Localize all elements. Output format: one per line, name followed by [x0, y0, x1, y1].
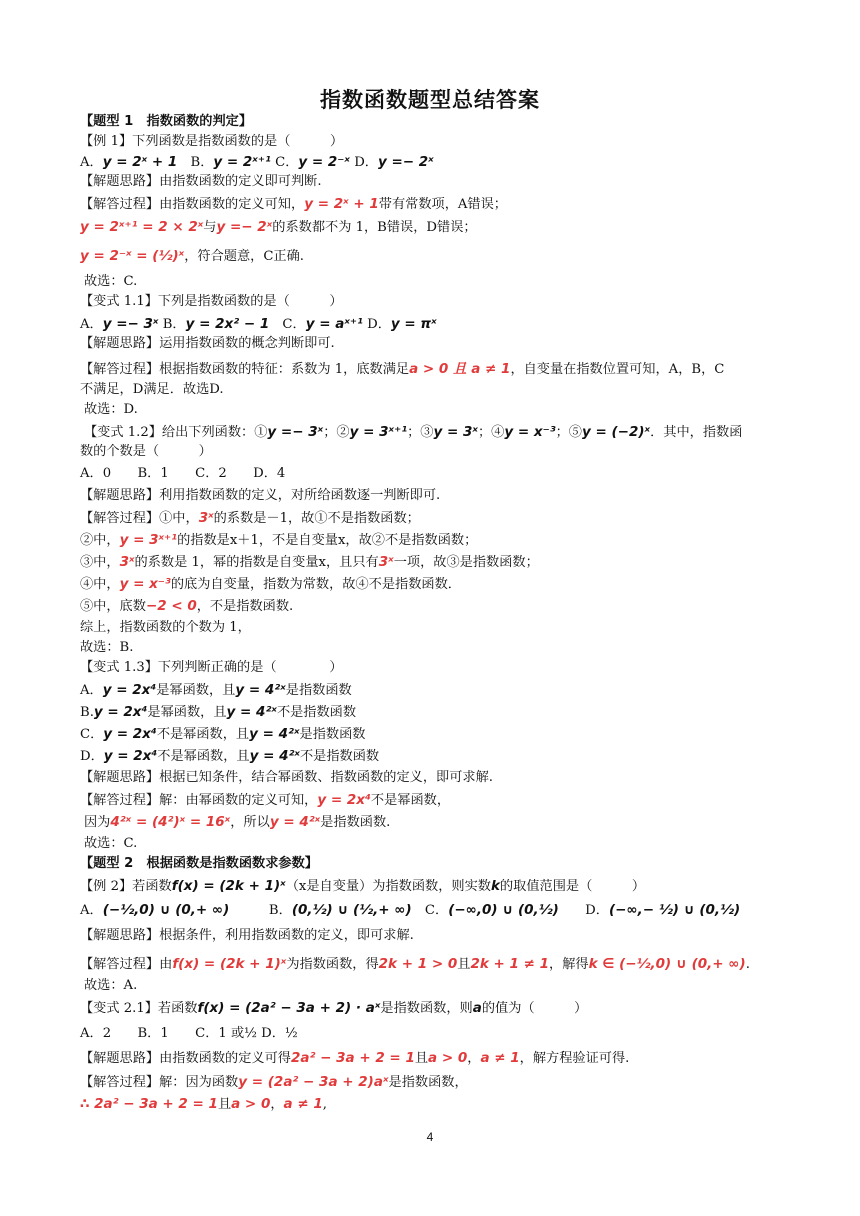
text-run: 【解答过程】根据指数函数的特征：系数为 1，底数满足: [80, 362, 410, 377]
text-run: （x是自变量）为指数函数，则实数: [285, 879, 491, 894]
text-run: 【解题思路】由指数函数的定义可得: [80, 1051, 291, 1066]
text-run: ，解得: [549, 957, 589, 972]
text-run: 故选：C.: [84, 274, 138, 289]
text-run: ．其中，指数函: [650, 425, 743, 440]
highlighted-formula: a ≠ 1: [283, 1096, 323, 1112]
formula: k: [491, 878, 500, 894]
text-run: 【解答过程】解：因为函数: [80, 1075, 239, 1090]
text-line: [80, 442, 800, 462]
text-run: C．: [411, 903, 449, 918]
formula: y = 2x² − 1: [185, 316, 270, 332]
text-line: [80, 359, 800, 379]
text-line: [80, 680, 800, 700]
text-run: 【变式 1.3】下列判断正确的是（ ）: [80, 660, 343, 675]
highlighted-formula: y = x⁻³: [119, 576, 171, 592]
text-line: [80, 380, 800, 400]
highlighted-formula: a > 0: [428, 1050, 468, 1066]
text-run: 的值为（ ）: [481, 1001, 588, 1016]
text-run: .: [745, 957, 750, 972]
text-line: [84, 976, 804, 996]
text-run: D．: [558, 903, 609, 918]
formula: (−∞,0) ∪ (0,½): [448, 902, 559, 918]
text-line: [80, 194, 800, 214]
text-run: ③中，: [80, 555, 120, 570]
highlighted-formula: a ≠ 1: [480, 1050, 520, 1066]
formula: y = 2⁻ˣ: [298, 154, 350, 170]
formula: y =− 3ˣ: [267, 424, 324, 440]
text-run: 【例 1】下列函数是指数函数的是（ ）: [80, 134, 344, 149]
text-run: 【例 2】若函数: [80, 879, 172, 894]
text-run: ；⑤: [555, 425, 582, 440]
text-run: 因为: [84, 815, 111, 830]
text-run: B．: [229, 903, 292, 918]
text-run: A．: [80, 903, 103, 918]
highlighted-formula: −2 < 0: [145, 598, 197, 614]
text-run: 不满足，D满足．故选D.: [80, 382, 224, 397]
text-run: A．0 B．1 C．2 D．4: [80, 466, 286, 481]
text-run: 【解题思路】运用指数函数的概念判断即可.: [80, 336, 335, 351]
highlighted-formula: 3ˣ: [378, 554, 394, 570]
formula: y = 3ˣ: [433, 424, 478, 440]
formula: y = 2ˣ + 1: [102, 154, 178, 170]
text-line: [80, 790, 800, 810]
text-run: B.: [80, 705, 94, 720]
text-run: 【解答过程】由指数函数的定义可知，: [80, 197, 305, 212]
highlighted-formula: 2a² − 3a + 2 = 1: [291, 1050, 415, 1066]
text-run: D．: [350, 155, 378, 170]
text-run: 的指数是x＋1，不是自变量x，故②不是指数函数；: [177, 533, 478, 548]
highlighted-formula: 3ˣ: [198, 510, 214, 526]
formula: y = 2x⁴: [93, 704, 148, 720]
highlighted-formula: k ∈ (−½,0) ∪ (0,+ ∞): [588, 956, 746, 972]
formula: (−½,0) ∪ (0,+ ∞): [102, 902, 230, 918]
highlighted-formula: 3ˣ: [119, 554, 135, 570]
text-run: 【解题思路】利用指数函数的定义，对所给函数逐一判断即可.: [80, 488, 441, 503]
formula: y = 2ˣ⁺¹: [213, 154, 271, 170]
text-run: ，自变量在指数位置可知，A，B，C: [510, 362, 725, 377]
text-line: [80, 746, 800, 766]
text-line: [80, 1094, 800, 1114]
formula: (−∞,− ½) ∪ (0,½): [608, 902, 741, 918]
text-run: 【题型 1 指数函数的判定】: [80, 114, 253, 129]
text-run: 不是幂函数，: [370, 793, 451, 808]
text-run: 的系数是 1，幂的指数是自变量x，且只有: [134, 555, 379, 570]
text-line: [80, 172, 800, 192]
text-run: 【题型 2 根据函数是指数函数求参数】: [80, 856, 318, 871]
text-run: ，解方程验证可得.: [519, 1051, 630, 1066]
text-run: 数的个数是（ ）: [80, 444, 212, 459]
formula: y =− 2ˣ: [377, 154, 434, 170]
text-run: 【解题思路】根据已知条件，结合幂函数、指数函数的定义，即可求解.: [80, 770, 494, 785]
text-run: 故选：C.: [84, 836, 138, 851]
highlighted-formula: y = 2ˣ⁺¹ = 2 × 2ˣ: [80, 219, 204, 235]
text-line: [80, 768, 800, 788]
formula: (0,½) ∪ (½,+ ∞): [291, 902, 412, 918]
text-run: A．: [80, 683, 103, 698]
highlighted-formula: f(x) = (2k + 1)ˣ: [172, 956, 287, 972]
text-run: ，: [467, 1051, 481, 1066]
text-line: [80, 132, 800, 152]
text-line: [80, 618, 800, 638]
text-line: [80, 486, 800, 506]
text-run: 与: [203, 220, 217, 235]
text-run: 【解答过程】由: [80, 957, 173, 972]
text-line: [80, 926, 800, 946]
text-run: ，符合题意，C正确.: [184, 249, 304, 264]
text-line: [80, 998, 800, 1018]
text-run: ，所以: [230, 815, 270, 830]
text-line: [80, 596, 800, 616]
text-run: ；④: [477, 425, 505, 440]
text-run: 的底为自变量，指数为常数，故④不是指数函数．: [170, 577, 461, 592]
text-run: 为指数函数，得: [286, 957, 379, 972]
text-run: ④中，: [80, 577, 120, 592]
text-line: [80, 530, 800, 550]
highlighted-formula: 2k + 1 ≠ 1: [470, 956, 550, 972]
formula: y = aˣ⁺¹: [305, 316, 363, 332]
text-line: [80, 954, 800, 974]
text-run: 是指数函数: [285, 683, 352, 698]
text-run: ,: [322, 1097, 327, 1112]
text-run: D．: [80, 749, 104, 764]
text-run: C．: [270, 155, 299, 170]
text-run: 带有常数项，A错误；: [378, 197, 507, 212]
text-run: B．: [158, 317, 186, 332]
text-line: [84, 812, 804, 832]
text-run: 的取值范围是（ ）: [499, 879, 646, 894]
text-run: 不是幂函数，且: [157, 749, 250, 764]
text-run: 【解题思路】根据条件，利用指数函数的定义，即可求解.: [80, 928, 414, 943]
text-line: [80, 508, 800, 528]
page-title: 指数函数题型总结答案: [320, 88, 540, 112]
text-run: 且: [217, 1097, 232, 1112]
highlighted-formula: ∴ 2a² − 3a + 2 = 1: [80, 1096, 218, 1112]
highlighted-formula: y = 2⁻ˣ = (½)ˣ: [80, 248, 185, 264]
text-line: [80, 292, 800, 312]
text-run: 【变式 1.2】给出下列函数：①: [84, 425, 268, 440]
text-line: [80, 702, 800, 722]
text-run: 的系数都不为 1，B错误，D错误；: [272, 220, 477, 235]
text-run: 【变式 1.1】下列是指数函数的是（ ）: [80, 294, 343, 309]
text-run: 是指数函数.: [320, 815, 391, 830]
text-line: [80, 900, 800, 920]
formula: y = 4²ˣ: [235, 682, 286, 698]
text-run: 综上，指数函数的个数为 1，: [80, 620, 251, 635]
formula: y = (−2)ˣ: [581, 424, 651, 440]
highlighted-formula: y =− 2ˣ: [216, 219, 273, 235]
text-line: [80, 217, 800, 237]
highlighted-formula: y = 4²ˣ: [269, 814, 321, 830]
text-run: 一项，故③是指数函数；: [393, 555, 539, 570]
highlighted-formula: a > 0: [231, 1096, 271, 1112]
text-run: 【变式 2.1】若函数: [80, 1001, 198, 1016]
text-line: [84, 400, 804, 420]
text-run: 故选：B.: [80, 640, 134, 655]
text-run: 是幂函数，且: [156, 683, 236, 698]
text-line: [84, 272, 804, 292]
text-line: [80, 854, 800, 874]
text-line: [80, 1024, 800, 1044]
formula: y = x⁻³: [504, 424, 556, 440]
text-run: A．: [80, 317, 103, 332]
text-run: 【解答过程】解：由幂函数的定义可知，: [80, 793, 318, 808]
formula: y =− 3ˣ: [102, 316, 159, 332]
formula: y = 4²ˣ: [226, 704, 277, 720]
text-line: [80, 246, 800, 266]
text-line: [80, 152, 800, 172]
text-line: [80, 552, 800, 572]
text-run: 故选：D.: [84, 402, 138, 417]
highlighted-formula: 2k + 1 > 0: [378, 956, 458, 972]
formula: f(x) = (2a² − 3a + 2) · aˣ: [197, 1000, 381, 1016]
text-run: C．: [269, 317, 306, 332]
text-run: 是指数函数，则: [380, 1001, 473, 1016]
highlighted-formula: 4²ˣ = (4²)ˣ = 16ˣ: [110, 814, 231, 830]
formula: y = 2x⁴: [103, 726, 157, 742]
text-run: B．: [177, 155, 214, 170]
text-run: C．: [80, 727, 104, 742]
text-line: [80, 658, 800, 678]
text-run: ②中，: [80, 533, 120, 548]
text-run: 是指数函数: [299, 727, 366, 742]
formula: f(x) = (2k + 1)ˣ: [171, 878, 286, 894]
text-line: [80, 464, 800, 484]
text-run: A．: [80, 155, 103, 170]
formula: a: [472, 1000, 482, 1016]
formula: y = 2x⁴: [103, 748, 158, 764]
text-run: 不是指数函数: [276, 705, 357, 720]
text-run: 不是指数函数: [300, 749, 380, 764]
highlighted-formula: y = (2a² − 3a + 2)aˣ: [238, 1074, 389, 1090]
text-run: ；②: [323, 425, 350, 440]
text-run: 且: [414, 1051, 429, 1066]
highlighted-formula: a > 0 且 a ≠ 1: [409, 361, 511, 377]
text-line: [80, 112, 800, 132]
text-run: 【解题思路】由指数函数的定义即可判断.: [80, 174, 322, 189]
highlighted-formula: y = 2ˣ + 1: [304, 196, 379, 212]
text-run: ，不是指数函数.: [196, 599, 294, 614]
text-line: [84, 834, 804, 854]
text-run: ；③: [407, 425, 434, 440]
page-number: 4: [426, 1130, 434, 1144]
highlighted-formula: y = 2x⁴: [317, 792, 371, 808]
text-line: [80, 1048, 800, 1068]
text-line: [80, 574, 800, 594]
text-run: 是指数函数，: [388, 1075, 468, 1090]
formula: y = 3ˣ⁺¹: [349, 424, 408, 440]
text-line: [80, 314, 800, 334]
text-run: ⑤中，底数: [80, 599, 146, 614]
formula: y = πˣ: [390, 316, 437, 332]
text-run: 故选：A.: [84, 978, 138, 993]
text-run: A．2 B．1 C．1 或½ D．½: [80, 1026, 298, 1041]
text-line: [80, 876, 800, 896]
text-line: [80, 1072, 800, 1092]
text-run: 且: [457, 957, 471, 972]
text-run: D．: [362, 317, 391, 332]
formula: y = 4²ˣ: [249, 748, 300, 764]
formula: y = 2x⁴: [102, 682, 157, 698]
text-run: 不是幂函数，且: [156, 727, 250, 742]
text-run: 是幂函数，且: [147, 705, 227, 720]
text-line: [84, 422, 804, 442]
highlighted-formula: y = 3ˣ⁺¹: [119, 532, 178, 548]
text-line: [80, 724, 800, 744]
text-run: ，: [270, 1097, 284, 1112]
text-line: [80, 334, 800, 354]
text-run: 的系数是－1，故①不是指数函数；: [213, 511, 420, 526]
text-line: [80, 638, 800, 658]
formula: y = 4²ˣ: [249, 726, 300, 742]
text-run: 【解答过程】①中，: [80, 511, 199, 526]
